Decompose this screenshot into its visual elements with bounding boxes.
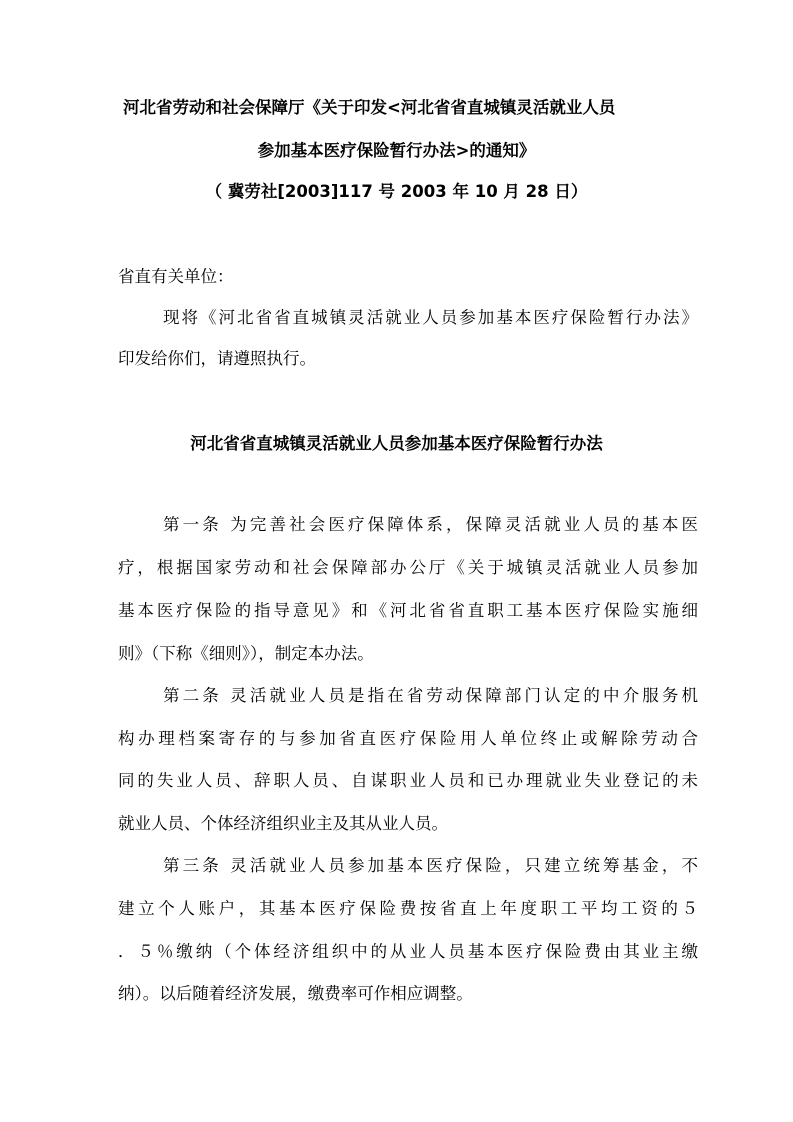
measures-title: 河北省省直城镇灵活就业人员参加基本医疗保险暂行办法: [190, 434, 603, 453]
article-1-line-1: 第一条 为完善社会医疗保障体系，保障灵活就业人员的基本医: [163, 515, 698, 534]
article-2-line-2: 构办理档案寄存的与参加省直医疗保险用人单位终止或解除劳动合: [118, 729, 698, 748]
article-2-line-4: 就业人员、个体经济组织业主及其从业人员。: [118, 814, 448, 833]
article-3-line-2: 建立个人账户，其基本医疗保险费按省直上年度职工平均工资的５: [118, 899, 698, 918]
article-3-line-4: 纳）。以后随着经济发展，缴费率可作相应调整。: [118, 984, 473, 1003]
notice-line-2: 印发给你们，请遵照执行。: [118, 349, 316, 368]
document-title-line-1: 河北省劳动和社会保障厅《关于印发<河北省省直城镇灵活就业人员: [123, 98, 616, 117]
article-1-line-4: 则》（下称《细则》），制定本办法。: [118, 644, 374, 663]
article-3-line-3: ．５％缴纳（个体经济组织中的从业人员基本医疗保险费由其业主缴: [118, 942, 698, 961]
document-number-date: （ 冀劳社[2003]117 号 2003 年 10 月 28 日）: [205, 182, 588, 201]
salutation: 省直有关单位：: [118, 267, 234, 286]
article-1-line-3: 基本医疗保险的指导意见》和《河北省省直职工基本医疗保险实施细: [118, 601, 698, 620]
notice-line-1: 现将《河北省省直城镇灵活就业人员参加基本医疗保险暂行办法》: [163, 308, 698, 327]
article-1-line-2: 疗，根据国家劳动和社会保障部办公厅《关于城镇灵活就业人员参加: [118, 558, 698, 577]
article-2-line-1: 第二条 灵活就业人员是指在省劳动保障部门认定的中介服务机: [163, 686, 698, 705]
document-title-line-2: 参加基本医疗保险暂行办法>的通知》: [257, 141, 536, 160]
article-3-line-1: 第三条 灵活就业人员参加基本医疗保险，只建立统筹基金，不: [163, 856, 698, 875]
article-2-line-3: 同的失业人员、辞职人员、自谋职业人员和已办理就业失业登记的未: [118, 771, 698, 790]
